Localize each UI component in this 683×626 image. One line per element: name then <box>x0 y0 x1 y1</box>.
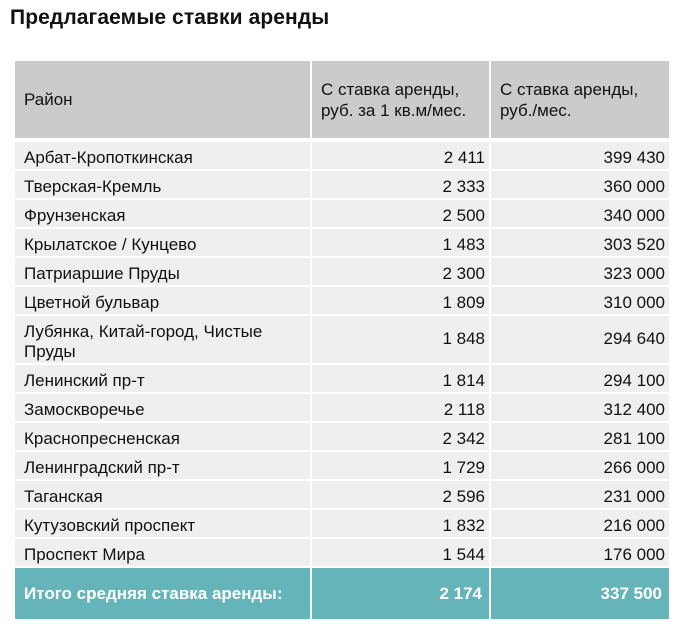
rate-sqm-cell: 1 729 <box>310 450 489 479</box>
page-title: Предлагаемые ставки аренды <box>10 6 330 29</box>
rate-sqm-cell: 2 300 <box>310 256 489 285</box>
rate-sqm-cell: 2 118 <box>310 392 489 421</box>
rate-month-cell: 231 000 <box>489 479 669 508</box>
district-cell: Ленинградский пр-т <box>15 450 310 479</box>
rate-sqm-cell: 1 809 <box>310 285 489 314</box>
rate-month-cell: 216 000 <box>489 508 669 537</box>
column-header-district: Район <box>15 61 310 138</box>
rate-sqm-cell: 2 500 <box>310 198 489 227</box>
rate-month-cell: 266 000 <box>489 450 669 479</box>
district-cell: Тверская-Кремль <box>15 169 310 198</box>
district-cell: Проспект Мира <box>15 537 310 566</box>
table-row <box>15 198 669 227</box>
rate-month-cell: 310 000 <box>489 285 669 314</box>
rate-month-cell: 281 100 <box>489 421 669 450</box>
rate-month-cell: 399 430 <box>489 138 669 169</box>
rate-month-cell: 176 000 <box>489 537 669 566</box>
table-row <box>15 256 669 285</box>
district-cell: Ленинский пр-т <box>15 363 310 392</box>
table-row <box>15 508 669 537</box>
district-cell: Фрунзенская <box>15 198 310 227</box>
rate-month-cell: 312 400 <box>489 392 669 421</box>
rate-sqm-cell: 1 832 <box>310 508 489 537</box>
table-row <box>15 285 669 314</box>
table-row <box>15 450 669 479</box>
table-row <box>15 421 669 450</box>
table-row <box>15 537 669 566</box>
rate-sqm-cell: 2 342 <box>310 421 489 450</box>
table-row <box>15 363 669 392</box>
rate-month-cell: 294 640 <box>489 314 669 363</box>
table-header-row <box>15 61 669 138</box>
rate-sqm-cell: 1 814 <box>310 363 489 392</box>
district-cell: Патриаршие Пруды <box>15 256 310 285</box>
total-rate-month: 337 500 <box>489 566 669 619</box>
table-row <box>15 138 669 169</box>
column-header-rate-sqm: С ставка аренды, руб. за 1 кв.м/мес. <box>310 61 489 138</box>
district-cell: Цветной бульвар <box>15 285 310 314</box>
rate-month-cell: 323 000 <box>489 256 669 285</box>
rate-sqm-cell: 2 333 <box>310 169 489 198</box>
table-row <box>15 479 669 508</box>
rate-sqm-cell: 1 848 <box>310 314 489 363</box>
district-cell: Замоскворечье <box>15 392 310 421</box>
total-label: Итого средняя ставка аренды: <box>15 566 310 619</box>
district-cell: Крылатское / Кунцево <box>15 227 310 256</box>
table-row <box>15 314 669 363</box>
rate-sqm-cell: 2 411 <box>310 138 489 169</box>
rate-month-cell: 303 520 <box>489 227 669 256</box>
rent-rates-table <box>15 61 669 619</box>
district-cell: Арбат-Кропоткинская <box>15 138 310 169</box>
rate-month-cell: 340 000 <box>489 198 669 227</box>
total-row <box>15 566 669 619</box>
rate-sqm-cell: 1 483 <box>310 227 489 256</box>
table-row <box>15 392 669 421</box>
total-rate-sqm: 2 174 <box>310 566 489 619</box>
district-cell: Кутузовский проспект <box>15 508 310 537</box>
rate-month-cell: 294 100 <box>489 363 669 392</box>
district-cell: Краснопресненская <box>15 421 310 450</box>
district-cell: Таганская <box>15 479 310 508</box>
table-row <box>15 227 669 256</box>
table-row <box>15 169 669 198</box>
rate-month-cell: 360 000 <box>489 169 669 198</box>
column-header-rate-month: С ставка аренды, руб./мес. <box>489 61 669 138</box>
rate-sqm-cell: 2 596 <box>310 479 489 508</box>
rate-sqm-cell: 1 544 <box>310 537 489 566</box>
district-cell: Лубянка, Китай-город, Чистые Пруды <box>15 314 310 363</box>
